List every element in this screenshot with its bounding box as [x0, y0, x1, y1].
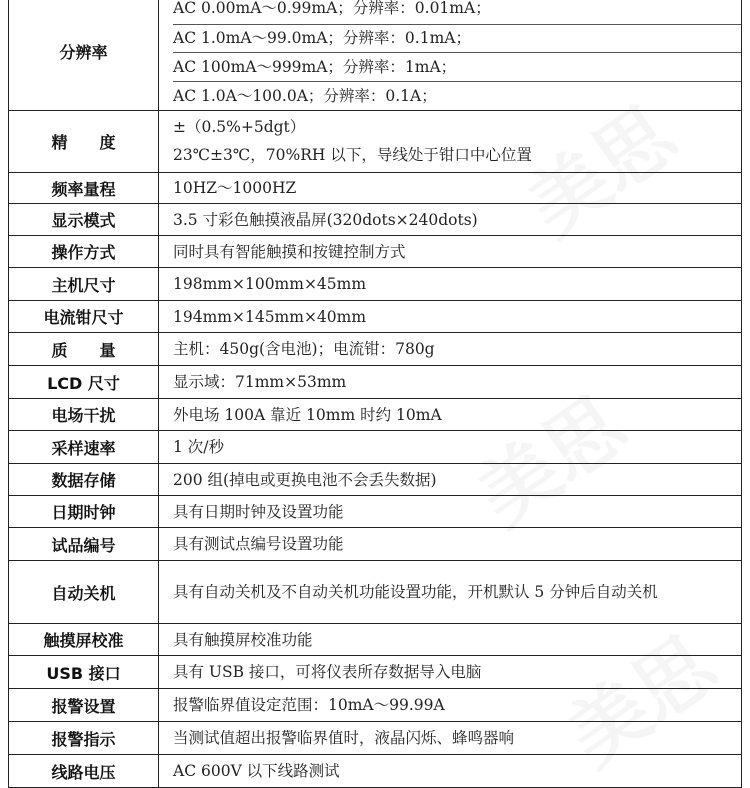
label-clamp-size: 电流钳尺寸 — [9, 301, 159, 333]
label-accuracy: 精 度 — [9, 111, 159, 173]
value-data-storage: 200 组(掉电或更换电池不会丢失数据) — [159, 464, 742, 496]
label-field-interference: 电场干扰 — [9, 399, 159, 431]
table-row-display-mode — [9, 204, 742, 236]
resolution-line-3: AC 100mA～999mA；分辨率：1mA； — [173, 52, 741, 81]
value-sample-number: 具有测试点编号设置功能 — [159, 528, 742, 561]
table-row-accuracy — [9, 111, 742, 173]
table-row-resolution — [9, 0, 742, 111]
value-lcd-size: 显示域：71mm×53mm — [159, 366, 742, 399]
table-row-sampling-rate — [9, 431, 742, 464]
table-row-touch-calibration — [9, 624, 742, 656]
value-alarm-setting: 报警临界值设定范围：10mA～99.99A — [159, 689, 742, 722]
value-accuracy — [159, 111, 742, 173]
label-auto-power-off: 自动关机 — [9, 561, 159, 624]
value-resolution — [159, 0, 742, 111]
resolution-line-2: AC 1.0mA～99.0mA；分辨率：0.1mA； — [173, 24, 741, 52]
value-auto-power-off: 具有自动关机及不自动关机功能设置功能，开机默认 5 分钟后自动关机 — [159, 561, 742, 624]
label-usb-port: USB 接口 — [9, 656, 159, 689]
resolution-line-4: AC 1.0A～100.0A；分辨率：0.1A； — [173, 81, 741, 110]
label-lcd-size: LCD 尺寸 — [9, 366, 159, 399]
watermark-1: 美思 — [511, 89, 692, 254]
table-row-mass — [9, 333, 742, 366]
table-row-operation-mode — [9, 236, 742, 268]
label-display-mode: 显示模式 — [9, 204, 159, 236]
value-clamp-size: 194mm×145mm×40mm — [159, 301, 742, 333]
label-date-clock: 日期时钟 — [9, 496, 159, 528]
table-row-sample-number — [9, 528, 742, 561]
label-sampling-rate: 采样速率 — [9, 431, 159, 464]
spec-table — [8, 0, 742, 788]
accuracy-line-1: ±（0.5%+5dgt） — [173, 118, 306, 136]
value-date-clock: 具有日期时钟及设置功能 — [159, 496, 742, 528]
value-usb-port: 具有 USB 接口，可将仪表所存数据导入电脑 — [159, 656, 742, 689]
table-row-clamp-size — [9, 301, 742, 333]
value-display-mode: 3.5 寸彩色触摸液晶屏(320dots×240dots) — [159, 204, 742, 236]
value-sampling-rate: 1 次/秒 — [159, 431, 742, 464]
table-row-auto-power-off — [9, 561, 742, 624]
table-row-line-voltage — [9, 755, 742, 788]
accuracy-line-2: 23℃±3℃，70%RH 以下，导线处于钳口中心位置 — [173, 146, 532, 164]
value-frequency-range: 10HZ～1000HZ — [159, 173, 742, 204]
table-row-data-storage — [9, 464, 742, 496]
label-sample-number: 试品编号 — [9, 528, 159, 561]
table-row-date-clock — [9, 496, 742, 528]
value-mass: 主机：450g(含电池)；电流钳：780g — [159, 333, 742, 366]
label-frequency-range: 频率量程 — [9, 173, 159, 204]
table-row-frequency-range — [9, 173, 742, 204]
watermark-2: 美思 — [461, 379, 642, 544]
label-line-voltage: 线路电压 — [9, 755, 159, 788]
table-row-lcd-size — [9, 366, 742, 399]
table-row-field-interference — [9, 399, 742, 431]
resolution-line-1: AC 0.00mA～0.99mA；分辨率：0.01mA； — [173, 0, 491, 17]
label-touch-calibration: 触摸屏校准 — [9, 624, 159, 656]
value-line-voltage: AC 600V 以下线路测试 — [159, 755, 742, 788]
value-operation-mode: 同时具有智能触摸和按键控制方式 — [159, 236, 742, 268]
label-host-size: 主机尺寸 — [9, 268, 159, 301]
table-row-host-size — [9, 268, 742, 301]
label-data-storage: 数据存储 — [9, 464, 159, 496]
label-mass: 质 量 — [9, 333, 159, 366]
table-row-alarm-setting — [9, 689, 742, 722]
table-row-usb-port — [9, 656, 742, 689]
value-field-interference: 外电场 100A 靠近 10mm 时约 10mA — [159, 399, 742, 431]
watermark-3: 美思 — [551, 619, 732, 784]
label-alarm-setting: 报警设置 — [9, 689, 159, 722]
table-row-alarm-indication — [9, 722, 742, 755]
label-operation-mode: 操作方式 — [9, 236, 159, 268]
value-touch-calibration: 具有触摸屏校准功能 — [159, 624, 742, 656]
label-resolution: 分辨率 — [9, 0, 159, 111]
value-host-size: 198mm×100mm×45mm — [159, 268, 742, 301]
value-alarm-indication: 当测试值超出报警临界值时，液晶闪烁、蜂鸣器响 — [159, 722, 742, 755]
label-alarm-indication: 报警指示 — [9, 722, 159, 755]
